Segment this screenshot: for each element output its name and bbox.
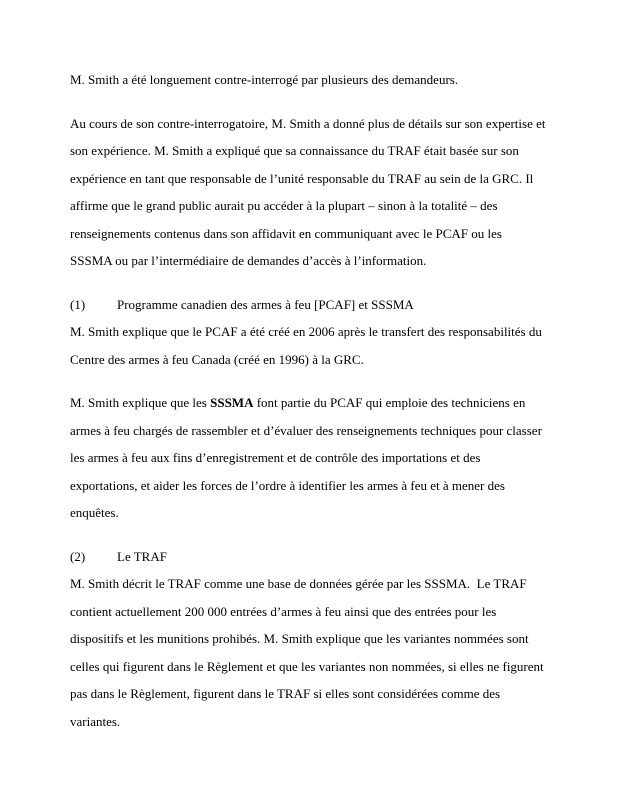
paragraph <box>70 110 578 275</box>
text-segment: font partie du PCAF qui emploie des techniciens en <box>253 395 526 410</box>
section-heading <box>70 543 578 571</box>
bold-text: SSSMA <box>210 395 254 410</box>
text-line: affirme que le grand public aurait pu accéder à la plupart – sinon à la totalité – des <box>70 198 498 213</box>
paragraph <box>70 318 578 373</box>
paragraph <box>70 66 578 94</box>
text-line: renseignements contenus dans son affidavit en communiquant avec le PCAF ou les <box>70 225 502 241</box>
text-line: M. Smith explique que le PCAF a été créé en 2006 après le transfert des responsabilités du <box>70 324 542 339</box>
text-line: les armes à feu aux fins d’enregistrement et de contrôle des importations et des <box>70 450 481 465</box>
section-number: (2) <box>70 548 86 564</box>
paragraph <box>70 389 578 527</box>
paragraph <box>70 570 578 735</box>
text-line: enquêtes. <box>70 505 119 520</box>
text-segment: M. Smith explique que les <box>70 395 211 410</box>
text-line: Centre des armes à feu Canada (créé en 1996) à la GRC. <box>70 351 364 367</box>
text-line: son expérience. M. Smith a expliqué que sa connaissance du TRAF était basée sur son <box>70 143 519 158</box>
text-line: expérience en tant que responsable de l’unité responsable du TRAF au sein de la GRC. Il <box>70 170 534 186</box>
section-heading <box>70 291 578 319</box>
document-content <box>70 66 578 735</box>
text-line: armes à feu chargés de rassembler et d’évaluer des renseignements techniques pour classer <box>70 422 542 438</box>
text-line: celles qui figurent dans le Règlement et que les variantes non nommées, si elles ne figurent <box>70 658 544 674</box>
text-line <box>70 389 578 417</box>
text-line: exportations, et aider les forces de l’ordre à identifier les armes à feu et à mener des <box>70 477 505 493</box>
text-line: SSSMA ou par l’intermédiaire de demandes d’accès à l’information. <box>70 253 427 268</box>
section-title: Le TRAF <box>117 548 167 564</box>
section-title: Programme canadien des armes à feu [PCAF] et SSSMA <box>117 296 414 312</box>
text-line: M. Smith a été longuement contre-interrogé par plusieurs des demandeurs. <box>70 72 459 87</box>
text-line: M. Smith décrit le TRAF comme une base de données gérée par les SSSMA. Le TRAF <box>70 576 527 591</box>
text-line: dispositifs et les munitions prohibés. M. Smith explique que les variantes nommées sont <box>70 631 529 646</box>
text-line: Au cours de son contre-interrogatoire, M. Smith a donné plus de détails sur son expertise et <box>70 115 546 131</box>
text-line: pas dans le Règlement, figurent dans le TRAF si elles sont considérées comme des <box>70 686 501 701</box>
text-line: contient actuellement 200 000 entrées d’armes à feu ainsi que des entrées pour les <box>70 603 497 619</box>
section-number: (1) <box>70 296 86 312</box>
text-line: variantes. <box>70 713 121 729</box>
